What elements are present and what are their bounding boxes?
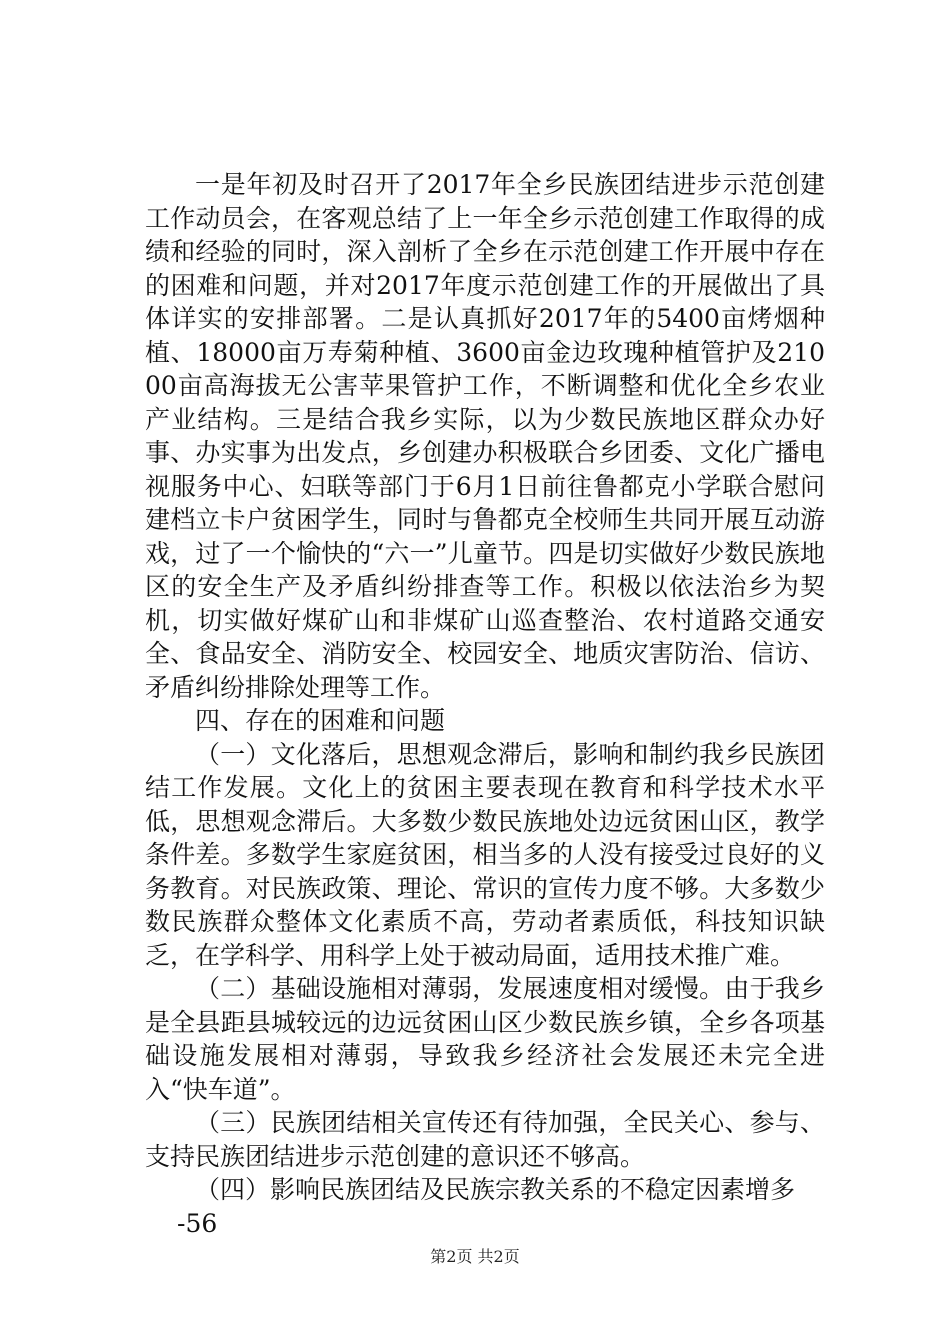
document-body xyxy=(145,168,825,1240)
paragraph-difficulty-4: （四）影响民族团结及民族宗教关系的不稳定因素增多 xyxy=(195,1175,796,1204)
section-heading-difficulties: 四、存在的困难和问题 xyxy=(195,706,446,735)
page-footer: 第2页 共2页 xyxy=(430,1247,520,1266)
paragraph-difficulty-3: （三）民族团结相关宣传还有待加强，全民关心、参与、支持民族团结进步示范创建的意识还不够高。 xyxy=(145,1108,825,1171)
paragraph-work-summary: 一是年初及时召开了2017年全乡民族团结进步示范创建工作动员会，在客观总结了上一年全乡示范创建工作取得的成绩和经验的同时，深入剖析了全乡在示范创建工作开展中存在的困难和问题，并对2017年度示范创建工作的开展做出了具体详实的安排部署。二是认真抓好2017年的5400亩烤烟种植、18000亩万寿菊种植、3600亩金边玫瑰种植管护及21000亩高海拔无公害苹果管护工作，不断调整和优化全乡农业产业结构。三是结合我乡实际，以为少数民族地区群众办好事、办实事为出发点，乡创建办积极联合乡团委、文化广播电视服务中心、妇联等部门于6月1日前往鲁都克小学联合慰问建档立卡户贫困学生，同时与鲁都克全校师生共同开展互动游戏，过了一个愉快的“六一”儿童节。四是切实做好少数民族地区的安全生产及矛盾纠纷排查等工作。积极以依法治乡为契机，切实做好煤矿山和非煤矿山巡查整治、农村道路交通安全、食品安全、消防安全、校园安全、地质灾害防治、信访、矛盾纠纷排除处理等工作。 xyxy=(145,170,825,702)
tail-marker: -56 xyxy=(177,1208,218,1238)
paragraph-difficulty-2: （二）基础设施相对薄弱，发展速度相对缓慢。由于我乡是全县距县城较远的边远贫困山区少数民族乡镇，全乡各项基础设施发展相对薄弱，导致我乡经济社会发展还未完全进入“快车道”。 xyxy=(145,974,825,1104)
paragraph-difficulty-1: （一）文化落后，思想观念滞后，影响和制约我乡民族团结工作发展。文化上的贫困主要表现在教育和科学技术水平低，思想观念滞后。大多数少数民族地处边远贫困山区，教学条件差。多数学生家庭贫困，相当多的人没有接受过良好的义务教育。对民族政策、理论、常识的宣传力度不够。大多数少数民族群众整体文化素质不高，劳动者素质低，科技知识缺乏，在学科学、用科学上处于被动局面，适用技术推广难。 xyxy=(145,739,825,970)
